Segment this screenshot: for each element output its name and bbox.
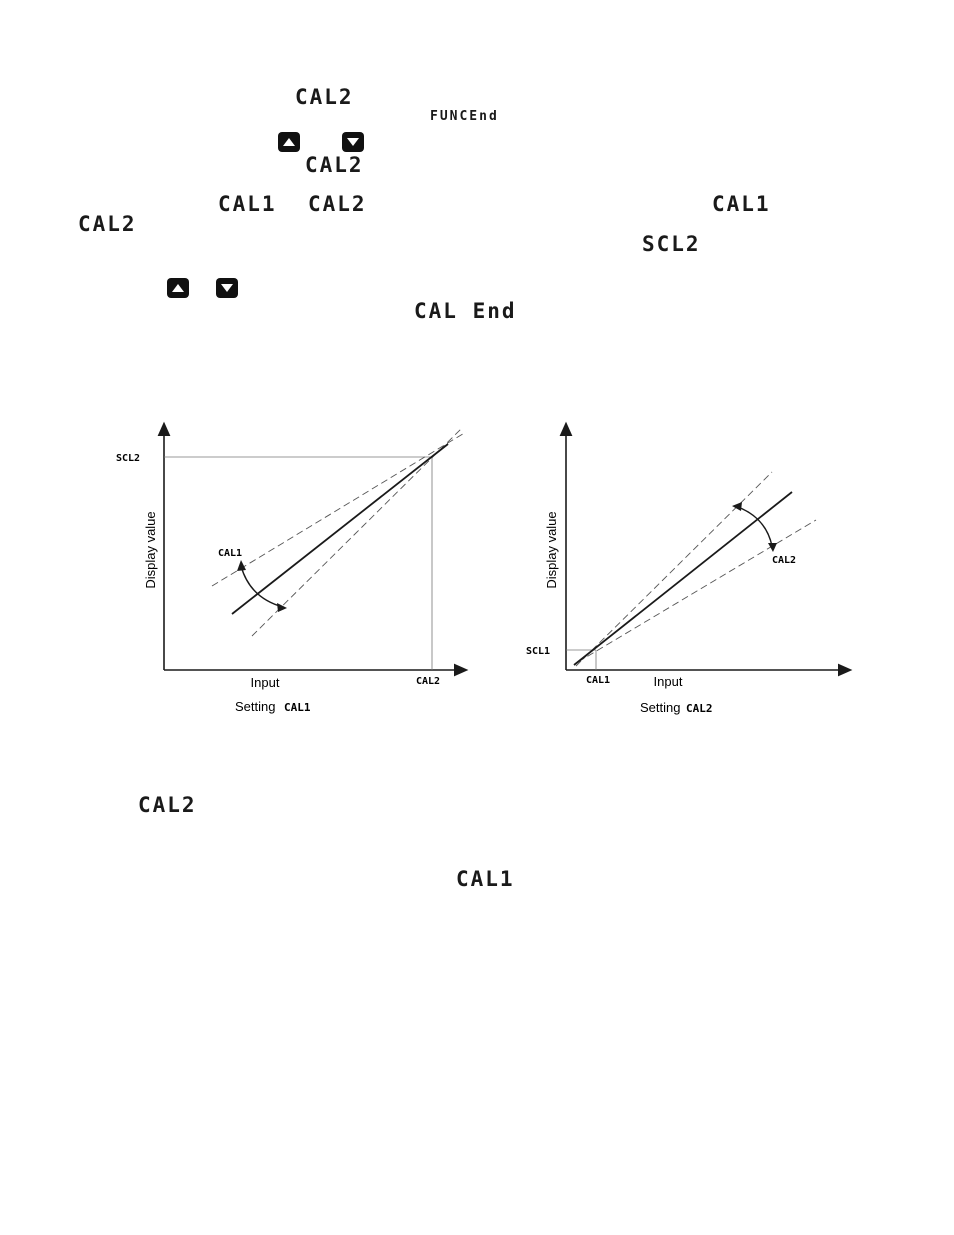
rotation-label: CAL1 (218, 548, 243, 559)
dashed-slope-line (252, 428, 462, 636)
up-arrow-icon (167, 278, 189, 298)
scl2-code: SCL2 (642, 232, 701, 256)
caption-prefix: Setting (235, 699, 276, 714)
cal1-code: CAL1 (218, 192, 277, 216)
caption-code: CAL1 (284, 701, 311, 714)
cal1-code: CAL1 (712, 192, 771, 216)
cal1-code: CAL1 (456, 867, 515, 891)
caption-code: CAL2 (686, 702, 713, 715)
dashed-slope-line (576, 472, 772, 666)
y-marker-label: SCL2 (116, 453, 141, 464)
rotation-label: CAL2 (772, 555, 797, 566)
down-arrow-icon (216, 278, 238, 298)
x-axis-label: Input (653, 674, 683, 689)
caption-prefix: Setting (640, 700, 681, 715)
cal2-code: CAL2 (305, 153, 364, 177)
calibration-line (232, 444, 448, 614)
func-end-code: FUNCEnd (430, 109, 499, 124)
up-arrow-icon (278, 132, 300, 152)
down-key-button[interactable] (342, 132, 364, 152)
down-key-button[interactable] (216, 278, 238, 298)
dashed-slope-line (578, 520, 816, 662)
x-axis-label: Input (250, 675, 280, 690)
calibration-line (574, 492, 792, 665)
dashed-slope-line (212, 432, 466, 586)
cal2-code: CAL2 (295, 85, 354, 109)
cal-end-code: CAL End (414, 299, 517, 323)
up-key-button[interactable] (278, 132, 300, 152)
y-axis-label: Display value (544, 511, 559, 589)
y-axis-label: Display value (143, 511, 158, 589)
y-marker-label: SCL1 (526, 646, 551, 657)
up-key-button[interactable] (167, 278, 189, 298)
x-marker-label: CAL2 (416, 676, 441, 687)
down-arrow-icon (342, 132, 364, 152)
cal2-code: CAL2 (308, 192, 367, 216)
cal2-code: CAL2 (138, 793, 197, 817)
left-calibration-diagram (100, 410, 490, 730)
right-calibration-diagram (510, 410, 864, 730)
cal2-code: CAL2 (78, 212, 137, 236)
x-marker-label: CAL1 (586, 675, 611, 686)
